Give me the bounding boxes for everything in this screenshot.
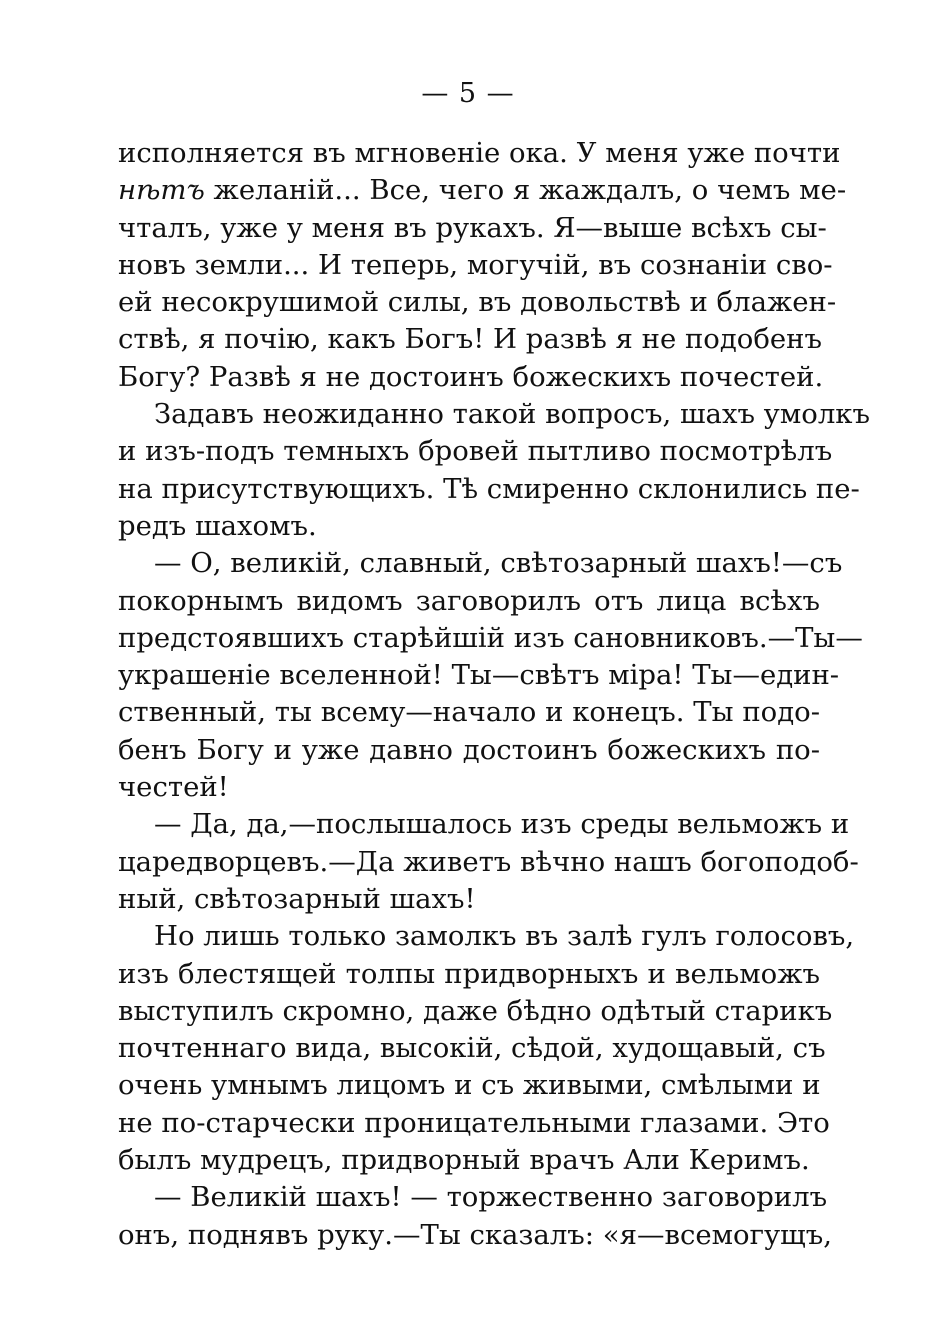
text-line: новъ земли... И теперь, могучій, въ сознаніи сво-	[118, 248, 833, 281]
text-line: — Великій шахъ! — торжественно заговорилъ	[154, 1181, 828, 1214]
text-line: былъ мудрецъ, придворный врачъ Али Керимъ.	[118, 1144, 810, 1177]
text-line: предстоявшихъ старѣйшій изъ сановниковъ.—Ты—	[118, 621, 863, 654]
body-text	[118, 135, 870, 1254]
text-line: ствѣ, я почію, какъ Богъ! И развѣ я не подобенъ	[118, 323, 823, 356]
text-line: Задавъ неожиданно такой вопросъ, шахъ умолкъ	[154, 398, 870, 431]
text-line: онъ, поднявъ руку.—Ты сказалъ: «я—всемогущъ,	[118, 1218, 832, 1251]
text-line: ей несокрушимой силы, въ довольствѣ и блажен-	[118, 286, 837, 319]
text-line: — Да, да,—послышалось изъ среды вельможъ и	[154, 808, 850, 841]
text-line: ственный, ты всему—начало и конецъ. Ты подо-	[118, 696, 820, 729]
text-line: украшеніе вселенной! Ты—свѣтъ міра! Ты—един-	[118, 659, 840, 692]
text-line: чталъ, уже у меня въ рукахъ. Я—выше всѣхъ сы-	[118, 211, 827, 244]
text-line: выступилъ скромно, даже бѣдно одѣтый старикъ	[118, 994, 833, 1027]
text-line: почтеннаго вида, высокій, сѣдой, худощавый, съ	[118, 1032, 826, 1065]
italic-word: нѣтъ	[118, 174, 205, 207]
text-line: покорнымъ видомъ заговорилъ отъ лица всѣхъ	[118, 584, 820, 617]
text-line: редъ шахомъ.	[118, 509, 317, 542]
text-line: изъ блестящей толпы придворныхъ и вельможъ	[118, 957, 820, 990]
text-line: не по-старчески проницательными глазами. Это	[118, 1106, 830, 1139]
text-line-rest: желаній... Все, чего я жаждалъ, о чемъ ме-	[204, 174, 847, 207]
text-line: — О, великій, славный, свѣтозарный шахъ!—съ	[154, 547, 843, 580]
page-number: — 5 —	[421, 78, 515, 109]
text-line: исполняется въ мгновеніе ока. У меня уже почти	[118, 137, 841, 169]
text-line: царедворцевъ.—Да живетъ вѣчно нашъ богоподоб-	[118, 845, 859, 878]
text-line: Но лишь только замолкъ въ залѣ гулъ голосовъ,	[154, 920, 855, 953]
text-line	[118, 172, 847, 209]
text-line: ный, свѣтозарный шахъ!	[118, 882, 476, 915]
text-line: и изъ-подъ темныхъ бровей пытливо посмотрѣлъ	[118, 435, 833, 468]
text-line: честей!	[118, 771, 229, 804]
text-line: Богу? Развѣ я не достоинъ божескихъ почестей.	[118, 360, 824, 393]
text-line: на присутствующихъ. Тѣ смиренно склонились пе-	[118, 472, 860, 505]
text-line: бенъ Богу и уже давно достоинъ божескихъ по-	[118, 733, 820, 766]
text-line: очень умнымъ лицомъ и съ живыми, смѣлыми и	[118, 1069, 821, 1102]
